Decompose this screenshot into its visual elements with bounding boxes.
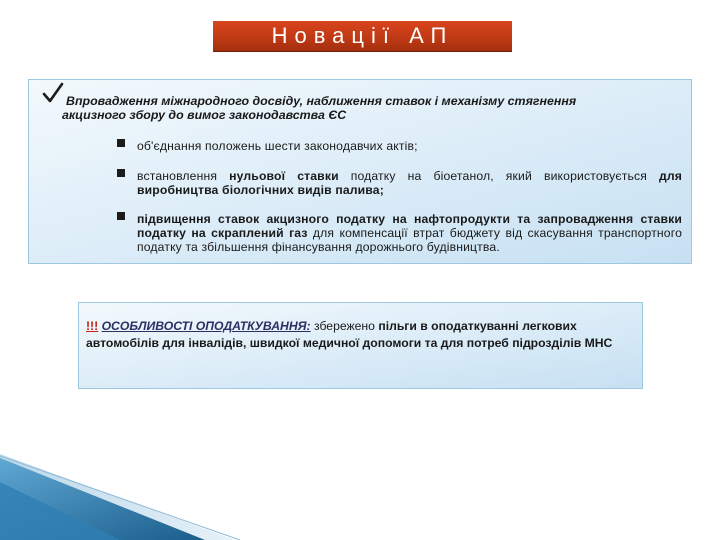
feature-label: ОСОБЛИВОСТІ ОПОДАТКУВАННЯ: bbox=[101, 319, 311, 333]
warning-marker: !!! bbox=[86, 319, 99, 333]
taxation-note bbox=[86, 318, 634, 352]
square-bullet-icon bbox=[117, 212, 125, 220]
bullet-2-text-cont: податку на біоетанол, який використовується bbox=[338, 169, 659, 183]
lead-line-1: Впровадження міжнародного досвіду, наближення ставок і механізму стягнення bbox=[66, 94, 577, 108]
bullet-item-3 bbox=[137, 212, 682, 254]
bullet-2-bold: нульової ставки bbox=[229, 169, 339, 183]
bullet-2-bold-end: для виробництва біологічних видів палива; bbox=[137, 169, 682, 197]
check-icon bbox=[42, 82, 64, 104]
slide-title: Новації АП bbox=[213, 21, 512, 52]
bullet-3-text: для компенсації втрат бюджету від скасування транспортного податку та збільшення фінансування дорожнього будівництва. bbox=[137, 226, 682, 254]
lead-statement bbox=[62, 94, 683, 122]
bullet-item-2 bbox=[137, 169, 682, 197]
note-bold-text: пільги в оподаткуванні легкових автомобілів для інвалідів, швидкої медичної допомоги та для потреб підрозділів МНС bbox=[86, 319, 613, 350]
bullet-3-bold: підвищення ставок акцизного податку на нафтопродукти та запровадження ставки податку на скраплений газ bbox=[137, 212, 682, 240]
lead-line-2: акцизного збору до вимог законодавства ЄС bbox=[62, 108, 347, 122]
square-bullet-icon bbox=[117, 169, 125, 177]
note-text: збережено bbox=[310, 319, 379, 333]
decorative-corner-graphic bbox=[0, 442, 720, 540]
square-bullet-icon bbox=[117, 139, 125, 147]
bullet-item-1 bbox=[137, 139, 682, 153]
bullet-1-text: об'єднання положень шести законодавчих актів; bbox=[137, 139, 418, 153]
bullet-2-text: встановлення bbox=[137, 169, 230, 183]
